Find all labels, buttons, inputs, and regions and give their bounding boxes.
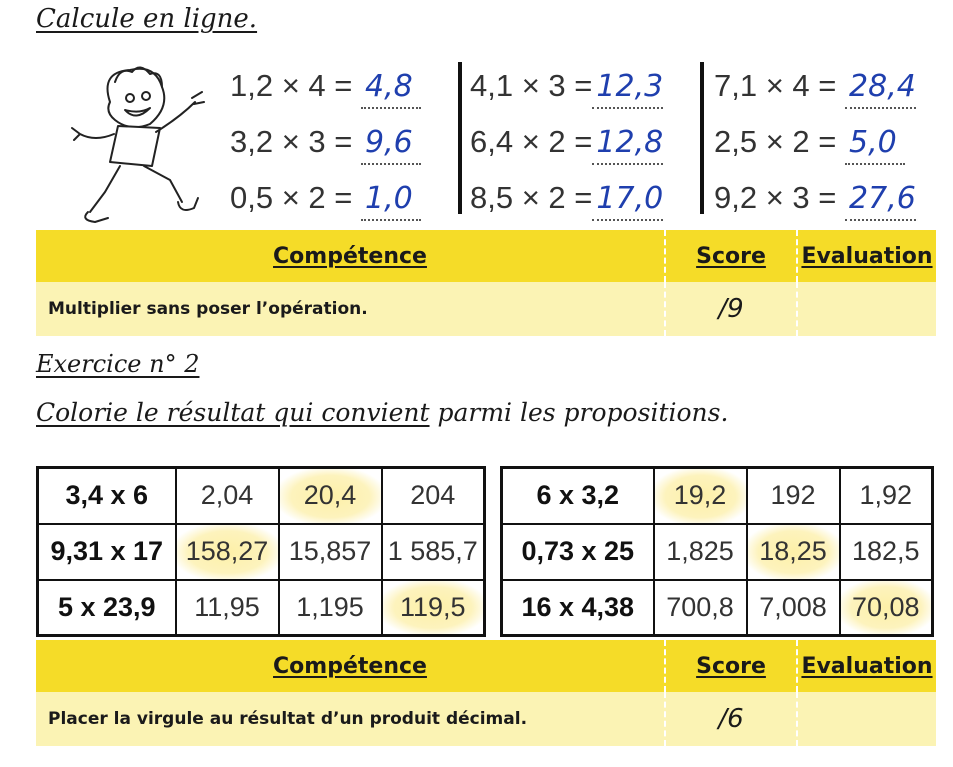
calc-answer: 5,0	[845, 123, 905, 165]
calc-row	[714, 114, 916, 170]
option-cell[interactable]: 1,825	[654, 524, 747, 580]
competence-table-2	[36, 640, 936, 746]
calc-expression: 9,2 × 3 =	[714, 180, 837, 215]
instruction	[36, 398, 728, 427]
calc-answer: 17,0	[592, 179, 663, 221]
score-value: /9	[718, 294, 744, 324]
option-cell[interactable]: 1,92	[840, 468, 933, 524]
calc-answer: 1,0	[361, 179, 421, 221]
header-competence: Compétence	[273, 243, 427, 269]
calc-column-3	[714, 58, 916, 226]
calc-row	[470, 114, 663, 170]
operation-cell: 16 x 4,38	[502, 580, 654, 636]
option-cell[interactable]: 182,5	[840, 524, 933, 580]
calc-expression: 1,2 × 4 =	[230, 68, 353, 103]
header-evaluation: Evaluation	[801, 653, 933, 679]
table-row	[38, 524, 485, 580]
competence-row	[36, 282, 936, 336]
table-row	[502, 580, 933, 636]
calc-expression: 8,5 × 2 =	[470, 180, 593, 215]
header-score: Score	[696, 243, 766, 269]
calc-answer: 4,8	[361, 67, 421, 109]
calc-expression: 6,4 × 2 =	[470, 124, 593, 159]
option-cell-highlighted[interactable]: 18,25	[747, 524, 840, 580]
option-cell-highlighted[interactable]: 119,5	[382, 580, 485, 636]
calc-row	[230, 114, 421, 170]
instruction-rest: parmi les propositions.	[429, 398, 729, 427]
calc-row	[470, 58, 663, 114]
calc-answer: 12,8	[592, 123, 663, 165]
option-cell[interactable]: 192	[747, 468, 840, 524]
competence-header	[36, 230, 936, 282]
calc-row	[714, 170, 916, 226]
option-cell[interactable]: 1 585,7	[382, 524, 485, 580]
option-cell-highlighted[interactable]: 19,2	[654, 468, 747, 524]
section1-title: Calcule en ligne.	[36, 4, 258, 34]
calc-row	[230, 58, 421, 114]
table-row	[502, 468, 933, 524]
running-boy-illustration	[70, 62, 210, 232]
option-cell-highlighted[interactable]: 158,27	[176, 524, 279, 580]
choice-table-left	[36, 466, 486, 637]
competence-table-1	[36, 230, 936, 336]
option-cell[interactable]: 11,95	[176, 580, 279, 636]
operation-cell: 3,4 x 6	[38, 468, 176, 524]
table-row	[502, 524, 933, 580]
instruction-underlined: Colorie le résultat qui convient	[36, 398, 430, 427]
calc-column-2	[470, 58, 663, 226]
calc-row	[714, 58, 916, 114]
calc-expression: 4,1 × 3 =	[470, 68, 593, 103]
option-cell[interactable]: 700,8	[654, 580, 747, 636]
header-competence: Compétence	[273, 653, 427, 679]
table-row	[38, 468, 485, 524]
option-cell[interactable]: 7,008	[747, 580, 840, 636]
calc-answer: 9,6	[361, 123, 421, 165]
skill-text: Placer la virgule au résultat d’un produit décimal.	[48, 709, 528, 729]
operation-cell: 6 x 3,2	[502, 468, 654, 524]
calc-answer: 27,6	[845, 179, 916, 221]
calc-row	[230, 170, 421, 226]
operation-cell: 9,31 x 17	[38, 524, 176, 580]
operation-cell: 5 x 23,9	[38, 580, 176, 636]
competence-header	[36, 640, 936, 692]
option-cell-highlighted[interactable]: 70,08	[840, 580, 933, 636]
option-cell[interactable]: 2,04	[176, 468, 279, 524]
column-divider	[458, 62, 462, 214]
calc-answer: 12,3	[592, 67, 663, 109]
competence-row	[36, 692, 936, 746]
option-cell[interactable]: 15,857	[279, 524, 382, 580]
calc-expression: 2,5 × 2 =	[714, 124, 837, 159]
option-cell[interactable]: 1,195	[279, 580, 382, 636]
section2-title: Exercice n° 2	[36, 350, 200, 378]
table-row	[38, 580, 485, 636]
header-score: Score	[696, 653, 766, 679]
calc-row	[470, 170, 663, 226]
calc-expression: 0,5 × 2 =	[230, 180, 353, 215]
score-value: /6	[718, 704, 744, 734]
header-evaluation: Evaluation	[801, 243, 933, 269]
column-divider	[700, 62, 704, 214]
choice-table-right	[500, 466, 934, 637]
calc-answer: 28,4	[845, 67, 916, 109]
option-cell-highlighted[interactable]: 20,4	[279, 468, 382, 524]
calc-expression: 3,2 × 3 =	[230, 124, 353, 159]
calc-expression: 7,1 × 4 =	[714, 68, 837, 103]
operation-cell: 0,73 x 25	[502, 524, 654, 580]
option-cell[interactable]: 204	[382, 468, 485, 524]
skill-text: Multiplier sans poser l’opération.	[48, 299, 368, 319]
calc-column-1	[230, 58, 421, 226]
